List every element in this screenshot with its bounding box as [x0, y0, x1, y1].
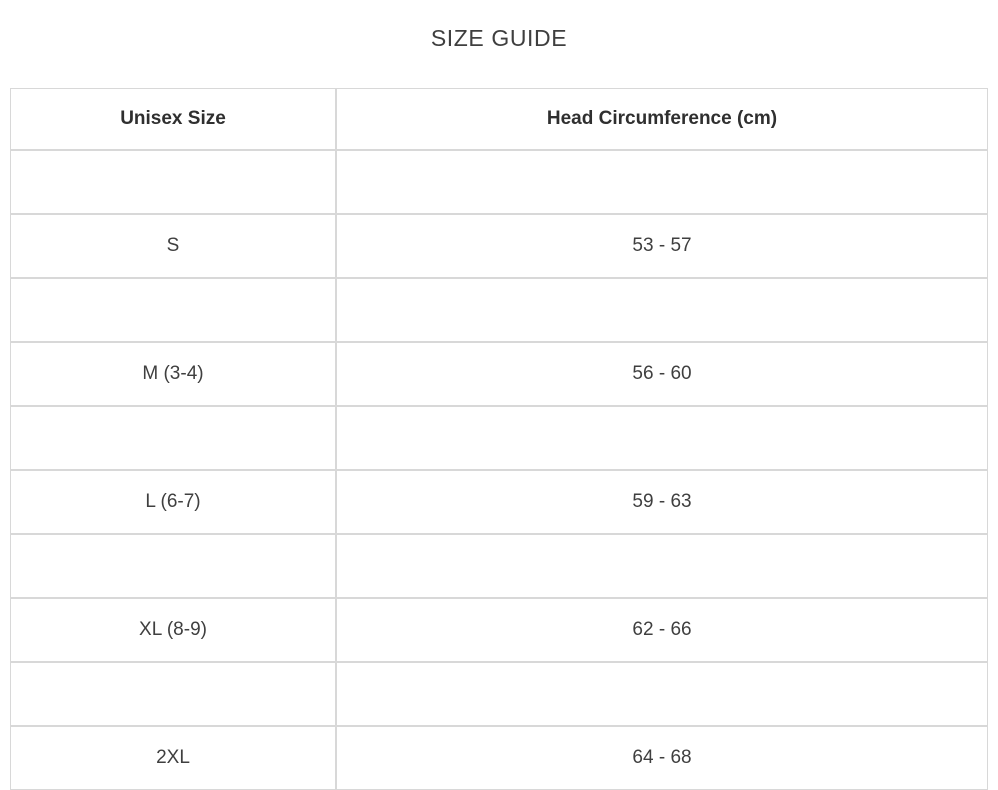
row-spacer [10, 534, 988, 598]
column-header-head-circumference: Head Circumference (cm) [336, 88, 988, 150]
row-spacer-cell [10, 662, 336, 726]
row-spacer-cell [336, 278, 988, 342]
cell-head-circumference: 56 - 60 [336, 342, 988, 406]
cell-head-circumference: 59 - 63 [336, 470, 988, 534]
table-row [10, 470, 988, 534]
row-spacer [10, 278, 988, 342]
cell-unisex-size: XL (8-9) [10, 598, 336, 662]
row-spacer-cell [336, 406, 988, 470]
table-row [10, 726, 988, 790]
table-row [10, 342, 988, 406]
table-header-row [10, 88, 988, 150]
table-row [10, 214, 988, 278]
cell-head-circumference: 53 - 57 [336, 214, 988, 278]
page-title: SIZE GUIDE [430, 25, 568, 51]
cell-unisex-size: M (3-4) [10, 342, 336, 406]
cell-unisex-size: 2XL [10, 726, 336, 790]
row-spacer-cell [10, 278, 336, 342]
cell-head-circumference: 62 - 66 [336, 598, 988, 662]
row-spacer [10, 150, 988, 214]
row-spacer-cell [336, 662, 988, 726]
row-spacer-cell [10, 150, 336, 214]
cell-unisex-size: S [10, 214, 336, 278]
size-guide-table-wrapper [0, 88, 998, 790]
table-row [10, 598, 988, 662]
cell-head-circumference: 64 - 68 [336, 726, 988, 790]
cell-unisex-size: L (6-7) [10, 470, 336, 534]
row-spacer-cell [10, 534, 336, 598]
column-header-unisex-size: Unisex Size [10, 88, 336, 150]
size-guide-table [10, 88, 988, 790]
row-spacer-cell [10, 406, 336, 470]
row-spacer [10, 662, 988, 726]
row-spacer-cell [336, 534, 988, 598]
row-spacer-cell [336, 150, 988, 214]
row-spacer [10, 406, 988, 470]
